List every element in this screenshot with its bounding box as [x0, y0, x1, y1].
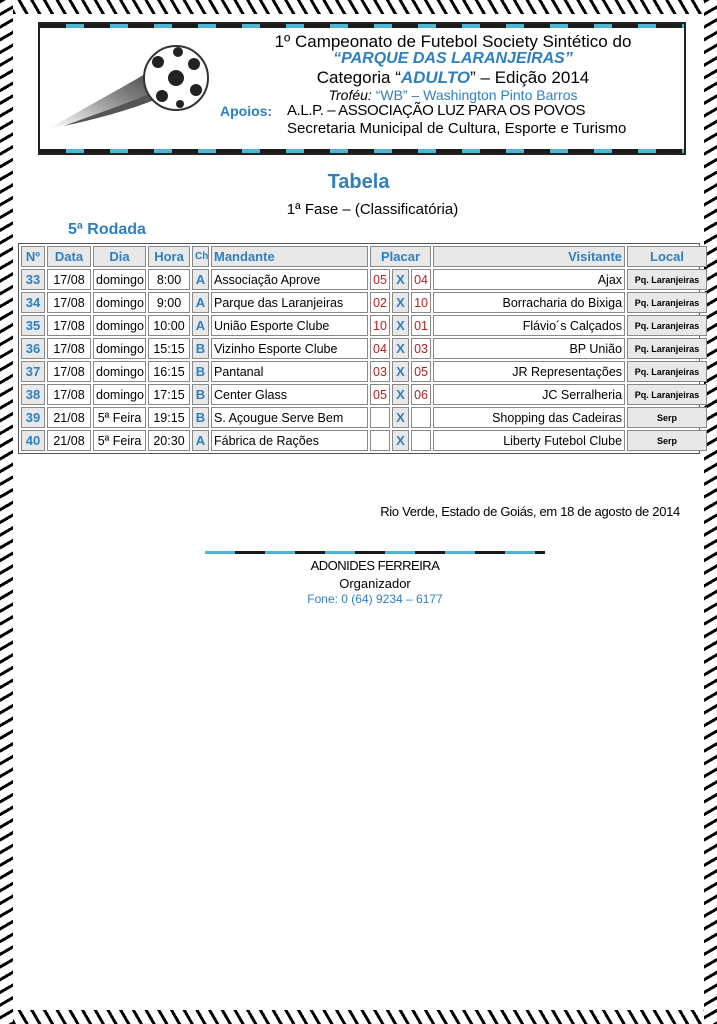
col-placar: Placar	[370, 246, 431, 267]
category-prefix: Categoria “	[316, 68, 401, 87]
cell-local: Pq. Laranjeiras	[627, 361, 707, 382]
col-ch: Ch	[192, 246, 209, 267]
cell-dia: domingo	[93, 384, 146, 405]
cell-gm: 03	[370, 361, 390, 382]
cell-visitante: BP União	[433, 338, 625, 359]
cell-dia: 5ª Feira	[93, 407, 146, 428]
cell-gm: 05	[370, 384, 390, 405]
cell-gm: 05	[370, 269, 390, 290]
cell-local: Serp	[627, 430, 707, 451]
cell-dia: domingo	[93, 315, 146, 336]
cell-gv: 06	[411, 384, 431, 405]
cell-x: X	[392, 269, 409, 290]
supporter-2: Secretaria Municipal de Cultura, Esporte e Turismo	[287, 120, 627, 137]
table-row	[21, 407, 707, 428]
cell-x: X	[392, 407, 409, 428]
soccer-ball-logo	[44, 30, 216, 148]
championship-name: 1º Campeonato de Futebol Society Sintético do	[274, 32, 632, 51]
cell-num: 38	[21, 384, 45, 405]
cell-local: Pq. Laranjeiras	[627, 292, 707, 313]
col-local: Local	[627, 246, 707, 267]
col-hora: Hora	[148, 246, 190, 267]
cell-hora: 20:30	[148, 430, 190, 451]
table-row	[21, 315, 707, 336]
table-row	[21, 430, 707, 451]
cell-visitante: Flávio´s Calçados	[433, 315, 625, 336]
cell-hora: 15:15	[148, 338, 190, 359]
cell-mandante: Pantanal	[211, 361, 368, 382]
cell-dia: domingo	[93, 338, 146, 359]
col-visitante: Visitante	[433, 246, 625, 267]
table-row	[21, 269, 707, 290]
cell-ch: B	[192, 338, 209, 359]
cell-mandante: Parque das Laranjeiras	[211, 292, 368, 313]
col-data: Data	[47, 246, 91, 267]
cell-ch: A	[192, 315, 209, 336]
phase-subtitle: 1ª Fase – (Classificatória)	[286, 201, 459, 218]
cell-visitante: Liberty Futebol Clube	[433, 430, 625, 451]
header-stripe-top	[40, 24, 684, 28]
championship-header	[38, 22, 686, 155]
cell-gv: 01	[411, 315, 431, 336]
table-row	[21, 384, 707, 405]
cell-num: 40	[21, 430, 45, 451]
cell-local: Pq. Laranjeiras	[627, 338, 707, 359]
cell-visitante: Borracharia do Bixiga	[433, 292, 625, 313]
cell-num: 39	[21, 407, 45, 428]
cell-x: X	[392, 361, 409, 382]
cell-mandante: União Esporte Clube	[211, 315, 368, 336]
cell-dia: domingo	[93, 292, 146, 313]
cell-hora: 9:00	[148, 292, 190, 313]
category-name: ADULTO	[400, 68, 471, 87]
cell-hora: 16:15	[148, 361, 190, 382]
cell-gv: 03	[411, 338, 431, 359]
cell-ch: A	[192, 269, 209, 290]
trophy-label: Troféu:	[328, 87, 372, 103]
trophy-line	[218, 87, 688, 103]
cell-mandante: Center Glass	[211, 384, 368, 405]
table-row	[21, 292, 707, 313]
cell-visitante: JR Representações	[433, 361, 625, 382]
venue-name: “PARQUE DAS LARANJEIRAS”	[333, 50, 573, 67]
cell-local: Pq. Laranjeiras	[627, 315, 707, 336]
header-stripe-bottom	[40, 149, 684, 153]
cell-dia: 5ª Feira	[93, 430, 146, 451]
decorative-border-top	[0, 0, 717, 14]
match-rows	[21, 269, 707, 451]
table-header-row	[21, 246, 707, 267]
cell-ch: A	[192, 430, 209, 451]
cell-num: 33	[21, 269, 45, 290]
organizer-role: Organizador	[339, 576, 411, 591]
cell-local: Pq. Laranjeiras	[627, 384, 707, 405]
cell-hora: 8:00	[148, 269, 190, 290]
cell-hora: 19:15	[148, 407, 190, 428]
decorative-border-right	[704, 0, 717, 1024]
cell-gv	[411, 407, 431, 428]
cell-gm: 10	[370, 315, 390, 336]
cell-data: 17/08	[47, 292, 91, 313]
decorative-border-bottom	[0, 1010, 717, 1024]
cell-gv: 05	[411, 361, 431, 382]
place-date: Rio Verde, Estado de Goiás, em 18 de agosto de 2014	[380, 504, 680, 519]
cell-x: X	[392, 338, 409, 359]
table-row	[21, 361, 707, 382]
decorative-border-left	[0, 0, 13, 1024]
cell-data: 17/08	[47, 361, 91, 382]
cell-mandante: S. Açougue Serve Bem	[211, 407, 368, 428]
cell-num: 36	[21, 338, 45, 359]
cell-x: X	[392, 315, 409, 336]
cell-hora: 17:15	[148, 384, 190, 405]
cell-gm	[370, 407, 390, 428]
col-dia: Dia	[93, 246, 146, 267]
cell-num: 34	[21, 292, 45, 313]
cell-ch: B	[192, 361, 209, 382]
supporter-1: A.L.P. – ASSOCIAÇÃO LUZ PARA OS POVOS	[287, 102, 586, 119]
round-label: 5ª Rodada	[68, 221, 146, 238]
cell-ch: A	[192, 292, 209, 313]
cell-visitante: Shopping das Cadeiras	[433, 407, 625, 428]
organizer-name: ADONIDES FERREIRA	[310, 558, 440, 573]
col-mandante: Mandante	[211, 246, 368, 267]
trophy-value: “WB” – Washington Pinto Barros	[375, 87, 578, 103]
cell-x: X	[392, 430, 409, 451]
cell-ch: B	[192, 407, 209, 428]
cell-data: 21/08	[47, 430, 91, 451]
cell-hora: 10:00	[148, 315, 190, 336]
cell-data: 17/08	[47, 384, 91, 405]
cell-x: X	[392, 384, 409, 405]
category-line	[218, 68, 688, 88]
table-row	[21, 338, 707, 359]
cell-gm	[370, 430, 390, 451]
cell-num: 37	[21, 361, 45, 382]
cell-dia: domingo	[93, 361, 146, 382]
cell-data: 17/08	[47, 315, 91, 336]
cell-local: Pq. Laranjeiras	[627, 269, 707, 290]
cell-data: 17/08	[47, 269, 91, 290]
cell-gm: 04	[370, 338, 390, 359]
cell-gv	[411, 430, 431, 451]
col-num: Nº	[21, 246, 45, 267]
organizer-phone: Fone: 0 (64) 9234 – 6177	[307, 592, 443, 606]
cell-mandante: Vizinho Esporte Clube	[211, 338, 368, 359]
cell-data: 17/08	[47, 338, 91, 359]
cell-ch: B	[192, 384, 209, 405]
match-table	[18, 243, 700, 454]
cell-local: Serp	[627, 407, 707, 428]
cell-x: X	[392, 292, 409, 313]
supporters-label: Apoios:	[220, 103, 273, 119]
cell-dia: domingo	[93, 269, 146, 290]
category-suffix: ” – Edição 2014	[470, 68, 590, 87]
cell-gv: 04	[411, 269, 431, 290]
signature-line	[205, 551, 545, 554]
cell-mandante: Associação Aprove	[211, 269, 368, 290]
cell-gm: 02	[370, 292, 390, 313]
cell-data: 21/08	[47, 407, 91, 428]
cell-num: 35	[21, 315, 45, 336]
page-title: Tabela	[327, 171, 390, 193]
cell-visitante: Ajax	[433, 269, 625, 290]
cell-visitante: JC Serralheria	[433, 384, 625, 405]
cell-mandante: Fábrica de Rações	[211, 430, 368, 451]
cell-gv: 10	[411, 292, 431, 313]
